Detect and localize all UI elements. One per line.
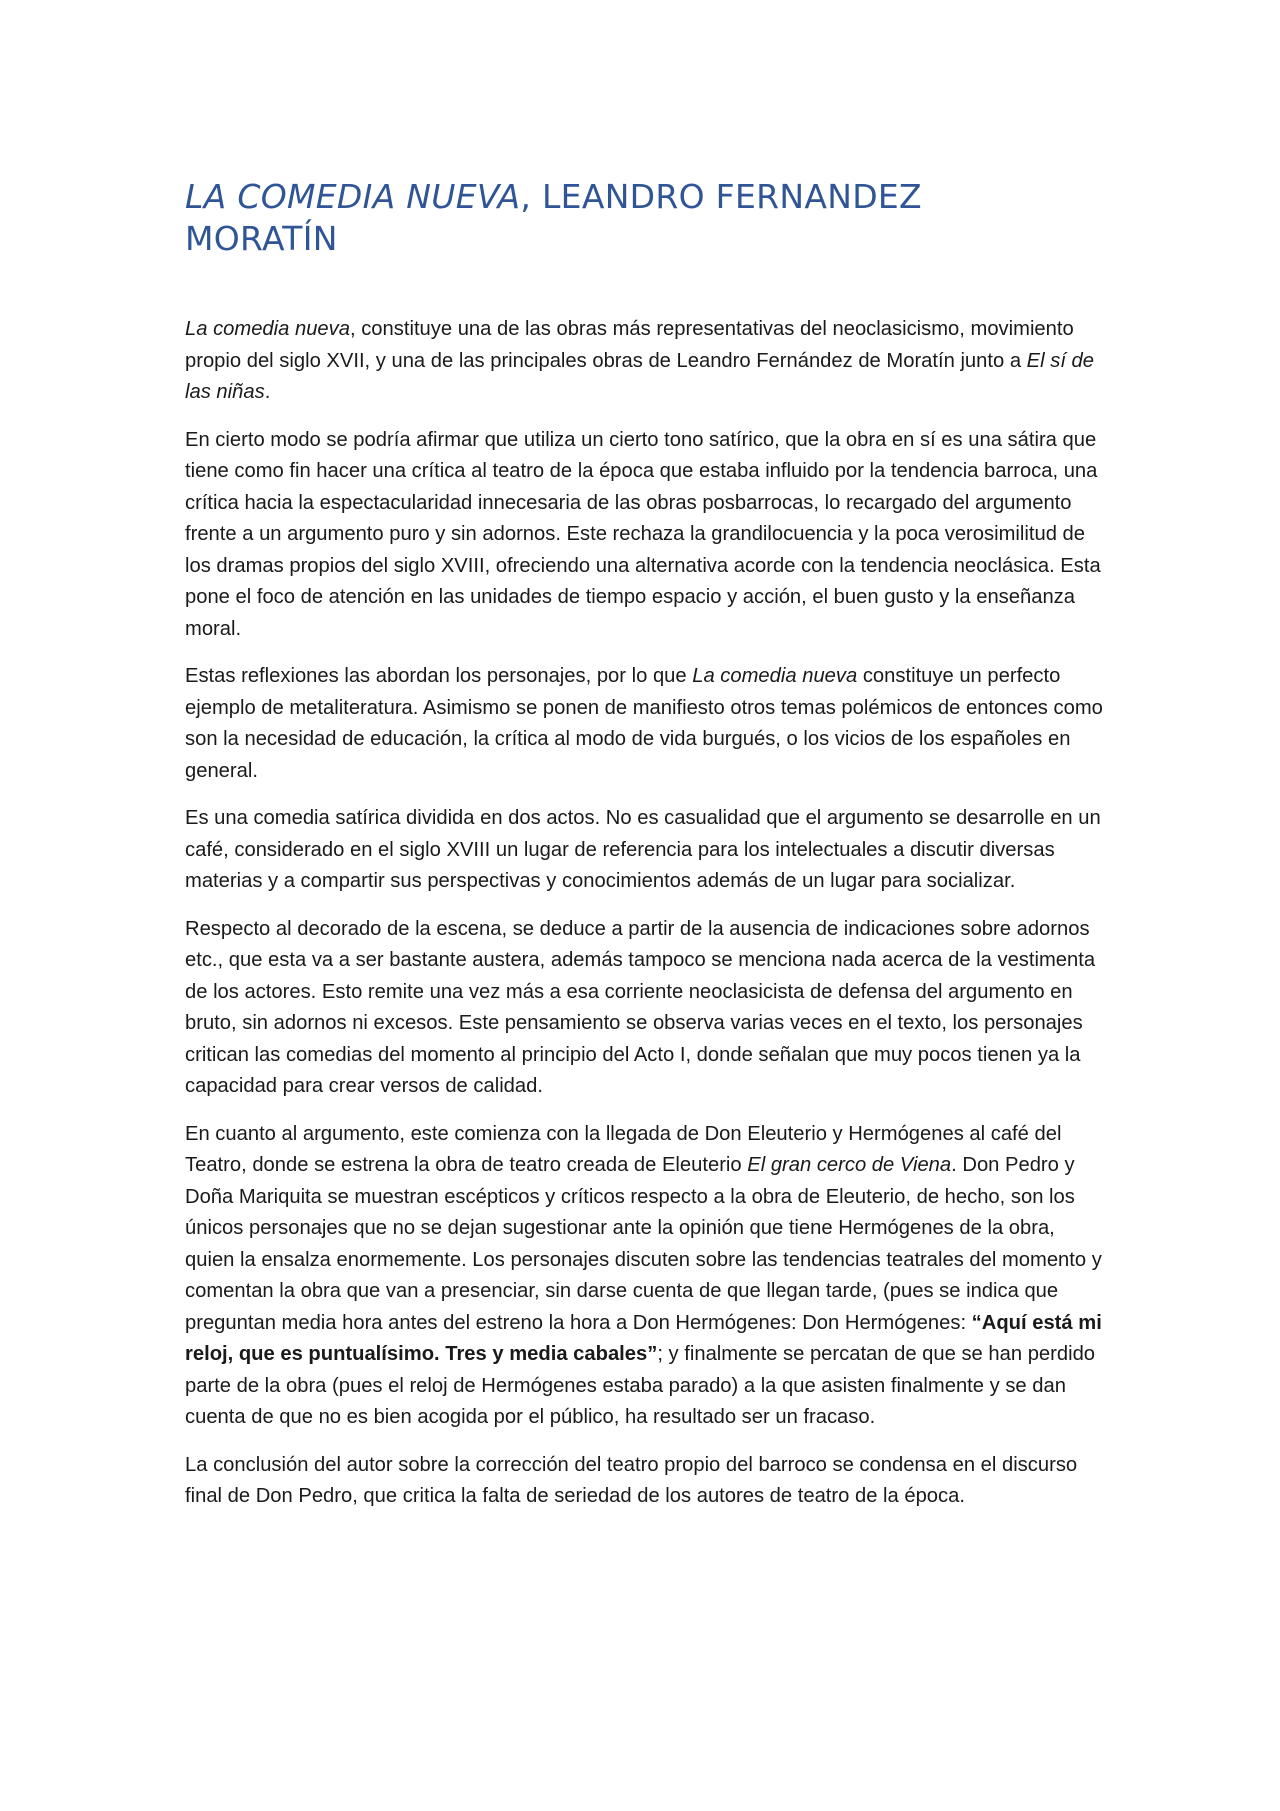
paragraph-text: constituye un perfecto ejemplo de metaliteratura. Asimismo se ponen de manifiesto otros temas polémicos de entonces como son la necesidad de educación, la crítica al modo de vida burgués, o los vicios de los españoles en general. (185, 665, 1103, 782)
italic-work-title: La comedia nueva (185, 318, 350, 340)
paragraph-text: . (264, 381, 271, 403)
paragraph-text: ; y finalmente se percatan de que se han perdido parte de la obra (pues el reloj de Hermógenes estaba parado) a la que asisten finalmente y se dan cuenta de que no es bien acogida por el público, ha resultado ser un fracaso. (185, 1343, 1096, 1428)
paragraph-2: En cierto modo se podría afirmar que utiliza un cierto tono satírico, que la obra en sí es una sátira que tiene como fin hacer una crítica al teatro de la época que estaba influido por la tendencia barroca, una crítica hacia la espectacularidad innecesaria de las obras posbarrocas, lo recargado del argumento frente a un argumento puro y sin adornos. Este rechaza la grandilocuencia y la poca verosimilitud de los dramas propios del siglo XVIII, ofreciendo una alternativa acorde con la tendencia neoclásica. Esta pone el foco de atención en las unidades de tiempo espacio y acción, el buen gusto y la enseñanza moral. (185, 428, 1101, 640)
italic-work-title: El sí de las niñas (185, 349, 1094, 403)
document-body (185, 314, 1105, 1529)
bold-quote: “Aquí está mi reloj, que es puntualísimo. Tres y media cabales” (185, 1311, 1102, 1365)
paragraph-text: , constituye una de las obras más representativas del neoclasicismo, movimiento propio del siglo XVII, y una de las principales obras de Leandro Fernández de Moratín junto a (185, 318, 1074, 372)
paragraph-text: Estas reflexiones las abordan los personajes, por lo que (185, 665, 693, 687)
paragraph-5: Respecto al decorado de la escena, se deduce a partir de la ausencia de indicaciones sobre adornos etc., que esta va a ser bastante austera, además tampoco se menciona nada acerca de la vestimenta de los actores. Esto remite una vez más a esa corriente neoclasicista de defensa del argumento en bruto, sin adornos ni excesos. Este pensamiento se observa varias veces en el texto, los personajes critican las comedias del momento al principio del Acto I, donde señalan que muy pocos tienen ya la capacidad para crear versos de calidad. (185, 917, 1096, 1097)
document-title (185, 176, 1085, 260)
paragraph-6 (185, 1119, 1105, 1434)
title-work-name: LA COMEDIA NUEVA (185, 177, 521, 216)
italic-work-title: El gran cerco de Viena (747, 1154, 952, 1176)
paragraph-7: La conclusión del autor sobre la corrección del teatro propio del barroco se condensa en el discurso final de Don Pedro, que critica la falta de seriedad de los autores de teatro de la época. (185, 1453, 1078, 1507)
paragraph-4: Es una comedia satírica dividida en dos actos. No es casualidad que el argumento se desarrolle en un café, considerado en el siglo XVIII un lugar de referencia para los intelectuales a discutir diversas materias y a compartir sus perspectivas y conocimientos además de un lugar para socializar. (185, 807, 1101, 892)
paragraph-text: . Don Pedro y Doña Mariquita se muestran escépticos y críticos respecto a la obra de Eleuterio, de hecho, son los únicos personajes que no se dejan sugestionar ante la opinión que tiene Hermógenes de la obra, quien la ensalza enormemente. Los personajes discuten sobre las tendencias teatrales del momento y comentan la obra que van a presenciar, sin darse cuenta de que llegan tarde, (pues se indica que preguntan media hora antes del estreno la hora a Don Hermógenes: Don Hermógenes: (185, 1154, 1102, 1334)
italic-work-title: La comedia nueva (692, 665, 858, 687)
title-author: , LEANDRO FERNANDEZ MORATÍN (185, 177, 922, 258)
paragraph-3 (185, 661, 1105, 787)
paragraph-1 (185, 314, 1105, 409)
paragraph-text: En cuanto al argumento, este comienza con la llegada de Don Eleuterio y Hermógenes al café del Teatro, donde se estrena la obra de teatro creada de Eleuterio (185, 1122, 1062, 1176)
